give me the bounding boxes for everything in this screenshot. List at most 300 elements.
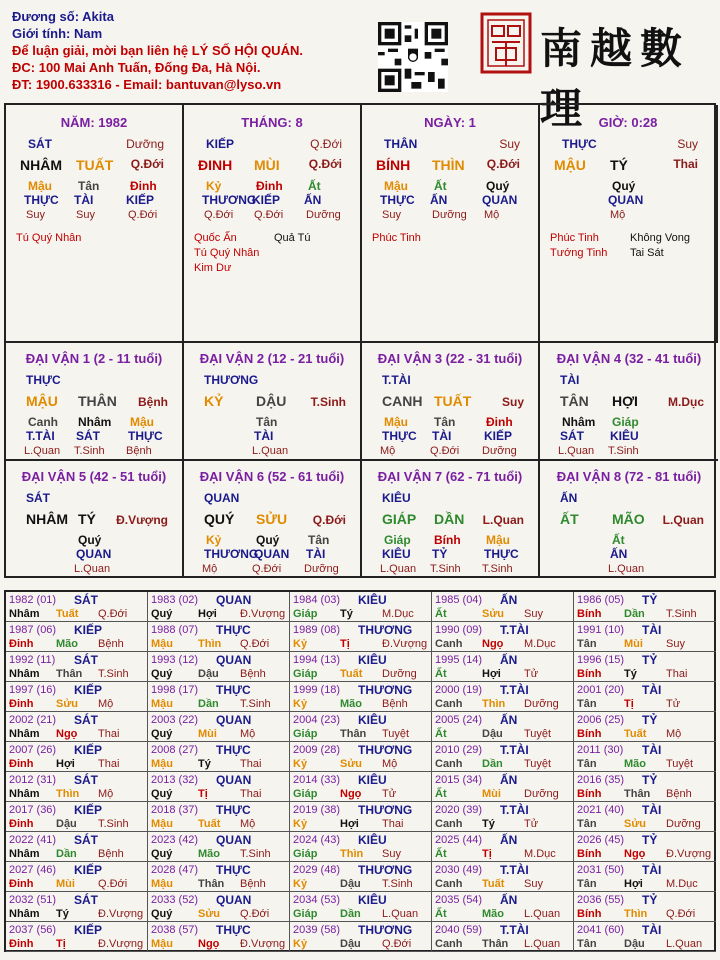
year-chi: Thân (198, 878, 225, 890)
hidden-stem: Ất (434, 179, 447, 193)
ten-god: QUAN (254, 547, 290, 561)
year-label: 2032 (51) (9, 894, 57, 906)
dv-star: THƯƠNG (204, 373, 259, 387)
year-phase: Suy (524, 608, 543, 620)
year-phase: Thai (240, 788, 262, 800)
year-cell (574, 622, 716, 652)
year-phase: Tử (524, 818, 539, 830)
year-cell (432, 652, 574, 682)
year-star: KIÊU (358, 773, 387, 787)
phase: Mộ (380, 445, 396, 457)
dv-phase: L.Quan (482, 513, 524, 527)
year-can: Bính (577, 848, 602, 860)
year-can: Bính (577, 728, 602, 740)
ten-god: KIÊU (610, 429, 639, 443)
year-label: 1993 (12) (151, 654, 199, 666)
year-star: THỰC (216, 743, 251, 757)
pillar-star-phase: Suy (677, 137, 698, 151)
year-phase: Dưỡng (666, 818, 701, 830)
year-can: Tân (577, 878, 597, 890)
year-can: Kỷ (293, 698, 308, 710)
year-chi: Dậu (56, 818, 77, 830)
hidden-stem: Mậu (486, 533, 510, 547)
year-cell (148, 832, 290, 862)
year-star: KIẾP (74, 743, 103, 757)
year-label: 2024 (43) (293, 834, 341, 846)
year-chi: Dần (198, 698, 219, 710)
year-label: 2015 (34) (435, 774, 483, 786)
dv-phase: Q.Đới (312, 513, 346, 527)
year-star: SÁT (74, 773, 98, 787)
year-can: Kỷ (293, 638, 308, 650)
dv-chi: THÂN (78, 393, 117, 409)
year-label: 2022 (41) (9, 834, 57, 846)
year-can: Canh (435, 638, 463, 650)
phase: Mộ (484, 209, 500, 221)
year-chi: Tuất (482, 878, 505, 890)
year-can: Canh (435, 818, 463, 830)
phase: Dưỡng (306, 209, 341, 221)
pillar-title: NGÀY: 1 (424, 115, 476, 130)
year-cell (574, 922, 716, 952)
year-phase: Q.Đới (240, 638, 270, 650)
year-cell (432, 712, 574, 742)
year-cell (148, 742, 290, 772)
pillar-title: NĂM: 1982 (60, 115, 128, 130)
year-cell (290, 892, 432, 922)
year-cell (574, 682, 716, 712)
year-phase: Đ.Vượng (98, 908, 144, 920)
ten-god: THỰC (380, 193, 415, 207)
year-can: Ất (435, 848, 447, 860)
hidden-stem: Canh (28, 415, 58, 429)
year-label: 2030 (49) (435, 864, 483, 876)
year-label: 1984 (03) (293, 594, 341, 606)
phase: T.Sinh (608, 445, 639, 457)
year-can: Mậu (151, 758, 173, 770)
hidden-stem: Đinh (130, 179, 157, 193)
dv-chi: TÝ (78, 511, 96, 527)
ten-god: T.TÀI (26, 429, 55, 443)
year-phase: Q.Đới (666, 908, 696, 920)
year-phase: T.Sinh (240, 848, 271, 860)
dai-van-8 (540, 459, 718, 577)
year-label: 2010 (29) (435, 744, 483, 756)
year-phase: T.Sinh (382, 878, 413, 890)
year-chi: Thìn (198, 638, 222, 650)
year-star: SÁT (74, 893, 98, 907)
year-can: Đinh (9, 758, 34, 770)
pillar-star: THÂN (384, 137, 418, 151)
year-can: Đinh (9, 698, 34, 710)
year-can: Tân (577, 938, 597, 950)
year-label: 1988 (07) (151, 624, 199, 636)
year-star: THỰC (216, 803, 251, 817)
year-can: Nhâm (9, 608, 40, 620)
year-can: Ất (435, 608, 447, 620)
dai-van-1 (6, 341, 184, 459)
year-can: Tân (577, 818, 597, 830)
year-can: Quý (151, 668, 173, 680)
year-can: Nhâm (9, 908, 40, 920)
ten-god: ẤN (610, 547, 628, 561)
year-chi: Mùi (482, 788, 501, 800)
header-info (12, 8, 303, 93)
year-label: 2039 (58) (293, 924, 341, 936)
year-chi: Thìn (340, 848, 364, 860)
year-cell (432, 862, 574, 892)
year-chi: Dần (340, 908, 361, 920)
year-can: Mậu (151, 878, 173, 890)
year-phase: T.Sinh (666, 608, 697, 620)
year-label: 2000 (19) (435, 684, 483, 696)
hidden-stem: Kỷ (206, 533, 222, 547)
dv-can: KỶ (204, 393, 224, 409)
phase: T.Sinh (430, 563, 461, 575)
year-chi: Thân (56, 668, 83, 680)
year-cell (432, 682, 574, 712)
hidden-stem: Đinh (486, 415, 513, 429)
year-star: THƯƠNG (358, 923, 413, 937)
year-phase: Bệnh (98, 848, 124, 860)
year-cell (148, 772, 290, 802)
dv-star: THỰC (26, 373, 61, 387)
year-label: 2009 (28) (293, 744, 341, 756)
dv-can: TÂN (560, 393, 589, 409)
year-chi: Hợi (340, 818, 359, 830)
dv-can: QUÝ (204, 511, 235, 527)
dia-chi: ĐC: 100 Mai Anh Tuấn, Đống Đa, Hà Nội. (12, 60, 261, 75)
year-chi: Sửu (624, 818, 647, 830)
gioi-tinh: Giới tính: Nam (12, 26, 103, 41)
dv-star: SÁT (26, 491, 50, 505)
year-can: Ất (435, 668, 447, 680)
dv-phase: L.Quan (662, 513, 704, 527)
year-cell (6, 712, 148, 742)
ten-god: SÁT (76, 429, 100, 443)
year-cell (148, 862, 290, 892)
year-star: KIẾP (74, 623, 103, 637)
year-star: T.TÀI (500, 863, 529, 877)
year-star: T.TÀI (500, 683, 529, 697)
year-chi: Ngọ (198, 938, 220, 950)
year-label: 2040 (59) (435, 924, 483, 936)
year-can: Mậu (151, 818, 173, 830)
hidden-stem: Bính (434, 533, 461, 547)
year-can: Giáp (293, 788, 318, 800)
ten-god: QUAN (608, 193, 644, 207)
year-cell (148, 652, 290, 682)
year-phase: Tử (524, 668, 539, 680)
year-chi: Hợi (482, 668, 501, 680)
year-chi: Tý (340, 608, 353, 620)
year-star: THỰC (216, 623, 251, 637)
year-chi: Mùi (56, 878, 75, 890)
year-phase: M.Dục (524, 638, 556, 650)
phase: Q.Đới (430, 445, 460, 457)
dv-can: MẬU (26, 393, 58, 409)
year-cell (290, 592, 432, 622)
year-cell (6, 832, 148, 862)
year-cell (6, 802, 148, 832)
year-label: 2033 (52) (151, 894, 199, 906)
year-phase: L.Quan (524, 938, 561, 950)
year-star: TÀI (642, 623, 662, 637)
year-star: ẤN (500, 653, 518, 667)
ten-god: TỶ (432, 547, 448, 561)
pillar-can: BÍNH (376, 157, 411, 173)
year-label: 2003 (22) (151, 714, 199, 726)
hidden-stem: Ất (612, 533, 625, 547)
dien-thoai[interactable]: ĐT: 1900.633316 - Email: bantuvan@lyso.vn (12, 77, 282, 92)
year-phase: T.Sinh (240, 698, 271, 710)
year-star: THƯƠNG (358, 863, 413, 877)
year-label: 2028 (47) (151, 864, 199, 876)
year-chi: Tị (624, 698, 634, 710)
year-star: QUAN (216, 773, 252, 787)
year-chi: Sửu (340, 758, 363, 770)
dai-van-6 (184, 459, 362, 577)
star-name: Phúc Tinh (550, 232, 599, 244)
year-can: Giáp (293, 668, 318, 680)
hidden-stem: Tân (256, 415, 278, 429)
dai-van-3 (362, 341, 540, 459)
year-can: Tân (577, 638, 597, 650)
year-can: Bính (577, 908, 602, 920)
year-star: TỶ (642, 773, 658, 787)
year-cell (6, 862, 148, 892)
year-phase: Q.Đới (382, 938, 412, 950)
hidden-stem: Quý (78, 533, 102, 547)
dai-van-title: ĐẠI VẬN 8 (72 - 81 tuổi) (556, 469, 702, 484)
year-phase: L.Quan (666, 938, 703, 950)
year-phase: Tuyệt (524, 728, 552, 740)
phase: Dưỡng (482, 445, 517, 457)
hidden-stem: Tân (78, 179, 100, 193)
year-cell (290, 862, 432, 892)
pillar-chi: TUẤT (76, 157, 114, 173)
year-cell (290, 772, 432, 802)
year-label: 1989 (08) (293, 624, 341, 636)
year-cell (432, 832, 574, 862)
phase: Mộ (202, 563, 218, 575)
year-phase: Mộ (98, 788, 114, 800)
year-can: Đinh (9, 878, 34, 890)
year-chi: Hợi (624, 878, 643, 890)
year-can: Tân (577, 758, 597, 770)
year-phase: Bệnh (382, 698, 408, 710)
year-label: 1990 (09) (435, 624, 483, 636)
year-phase: Tử (666, 698, 681, 710)
year-star: T.TÀI (500, 623, 529, 637)
year-phase: Bệnh (240, 878, 266, 890)
phase: L.Quan (252, 445, 289, 457)
year-cell (432, 802, 574, 832)
year-label: 2011 (30) (577, 744, 624, 756)
year-chi: Ngọ (340, 788, 362, 800)
stars-left (550, 231, 607, 261)
qr-code-icon (378, 22, 448, 92)
year-cell (290, 622, 432, 652)
year-cell (574, 592, 716, 622)
phase: Suy (26, 209, 45, 221)
year-star: SÁT (74, 593, 98, 607)
year-chi: Tý (56, 908, 69, 920)
year-star: TÀI (642, 923, 662, 937)
ten-god: THƯƠNG (204, 547, 259, 561)
year-cell (6, 622, 148, 652)
dv-star: QUAN (204, 491, 240, 505)
dai-van-5 (6, 459, 184, 577)
year-phase: Suy (666, 638, 685, 650)
year-star: ẤN (500, 833, 518, 847)
year-cell (6, 652, 148, 682)
year-can: Canh (435, 878, 463, 890)
year-chi: Mão (198, 848, 220, 860)
dv-chi: DẦN (434, 511, 465, 527)
phase: L.Quan (74, 563, 111, 575)
year-chi: Mão (624, 758, 646, 770)
year-label: 2002 (21) (9, 714, 57, 726)
year-cell (574, 652, 716, 682)
year-label: 2037 (56) (9, 924, 57, 936)
year-cell (432, 772, 574, 802)
ten-god: THỰC (484, 547, 519, 561)
year-label: 2017 (36) (9, 804, 57, 816)
year-star: SÁT (74, 653, 98, 667)
year-label: 2026 (45) (577, 834, 625, 846)
year-chi: Mão (340, 698, 362, 710)
year-star: TỶ (642, 833, 658, 847)
lien-he: Để luận giải, mời bạn liên hệ LÝ SỐ HỘI QUÁN. (12, 43, 303, 58)
pillar-chi: THÌN (432, 157, 465, 173)
year-cell (290, 712, 432, 742)
year-phase: Mộ (666, 728, 682, 740)
year-can: Bính (577, 788, 602, 800)
dv-star: T.TÀI (382, 373, 411, 387)
dv-star: TÀI (560, 373, 580, 387)
year-can: Giáp (293, 608, 318, 620)
year-star: TÀI (642, 803, 662, 817)
year-star: SÁT (74, 833, 98, 847)
year-label: 2019 (38) (293, 804, 341, 816)
year-cell (574, 862, 716, 892)
year-label: 2027 (46) (9, 864, 57, 876)
year-can: Kỷ (293, 818, 308, 830)
star-name: Quả Tú (274, 232, 311, 244)
year-can: Mậu (151, 698, 173, 710)
year-phase: Tuyệt (524, 758, 552, 770)
year-chi: Dậu (482, 728, 503, 740)
stars-right (274, 231, 311, 246)
year-chi: Tý (624, 668, 637, 680)
year-phase: Mộ (240, 818, 256, 830)
year-label: 1997 (16) (9, 684, 57, 696)
year-star: TÀI (642, 743, 662, 757)
duong-so: Đương số: Akita (12, 9, 114, 24)
year-cell (574, 832, 716, 862)
year-chi: Ngọ (56, 728, 78, 740)
year-star: KIÊU (358, 713, 387, 727)
year-star: KIẾP (74, 923, 103, 937)
year-label: 2031 (50) (577, 864, 625, 876)
year-cell (290, 742, 432, 772)
pillar-can: NHÂM (20, 157, 62, 173)
year-can: Giáp (293, 848, 318, 860)
year-label: 2021 (40) (577, 804, 625, 816)
year-phase: Mộ (98, 698, 114, 710)
phase: L.Quan (24, 445, 61, 457)
ten-god: QUAN (76, 547, 112, 561)
year-label: 2014 (33) (293, 774, 341, 786)
year-cell (6, 772, 148, 802)
year-chi: Ngọ (482, 638, 504, 650)
year-star: T.TÀI (500, 803, 529, 817)
year-star: T.TÀI (500, 743, 529, 757)
phase: Bệnh (126, 445, 152, 457)
year-chi: Mão (56, 638, 78, 650)
year-phase: T.Sinh (98, 668, 129, 680)
year-label: 1992 (11) (9, 654, 56, 666)
year-phase: M.Dục (382, 608, 414, 620)
hidden-stem: Kỷ (206, 179, 222, 193)
year-star: ẤN (500, 893, 518, 907)
phase: L.Quan (558, 445, 595, 457)
year-can: Ất (435, 728, 447, 740)
year-cell (148, 892, 290, 922)
year-chi: Dần (624, 608, 645, 620)
year-star: TỶ (642, 893, 658, 907)
year-can: Canh (435, 758, 463, 770)
year-star: THỰC (216, 923, 251, 937)
year-chi: Tị (340, 638, 350, 650)
dv-star: ẤN (560, 491, 578, 505)
year-can: Tân (577, 698, 597, 710)
year-chi: Dậu (198, 668, 219, 680)
year-can: Nhâm (9, 788, 40, 800)
year-can: Giáp (293, 908, 318, 920)
calligraphy-logo: 南越數理 (540, 24, 691, 133)
year-chi: Dậu (340, 938, 361, 950)
year-chi: Thìn (56, 788, 80, 800)
year-cell (6, 592, 148, 622)
year-chi: Sửu (482, 608, 505, 620)
year-can: Canh (435, 698, 463, 710)
year-chi: Tý (198, 758, 211, 770)
year-can: Kỷ (293, 878, 308, 890)
year-phase: Q.Đới (98, 608, 128, 620)
hidden-stem: Mậu (130, 415, 154, 429)
year-phase: M.Dục (666, 878, 698, 890)
year-phase: Thai (240, 758, 262, 770)
year-star: KIÊU (358, 653, 387, 667)
year-phase: Thai (98, 728, 120, 740)
year-star: QUAN (216, 893, 252, 907)
year-cell (432, 742, 574, 772)
year-star: ẤN (500, 713, 518, 727)
year-star: THỰC (216, 683, 251, 697)
phase: Q.Đới (252, 563, 282, 575)
year-can: Ất (435, 788, 447, 800)
ten-god: KIẾP (126, 193, 155, 207)
year-phase: M.Dục (524, 848, 556, 860)
year-label: 1987 (06) (9, 624, 57, 636)
year-star: TỶ (642, 713, 658, 727)
hidden-stem: Giáp (612, 415, 639, 429)
year-star: SÁT (74, 713, 98, 727)
pillar-star: KIẾP (206, 137, 235, 151)
year-label: 2020 (39) (435, 804, 483, 816)
